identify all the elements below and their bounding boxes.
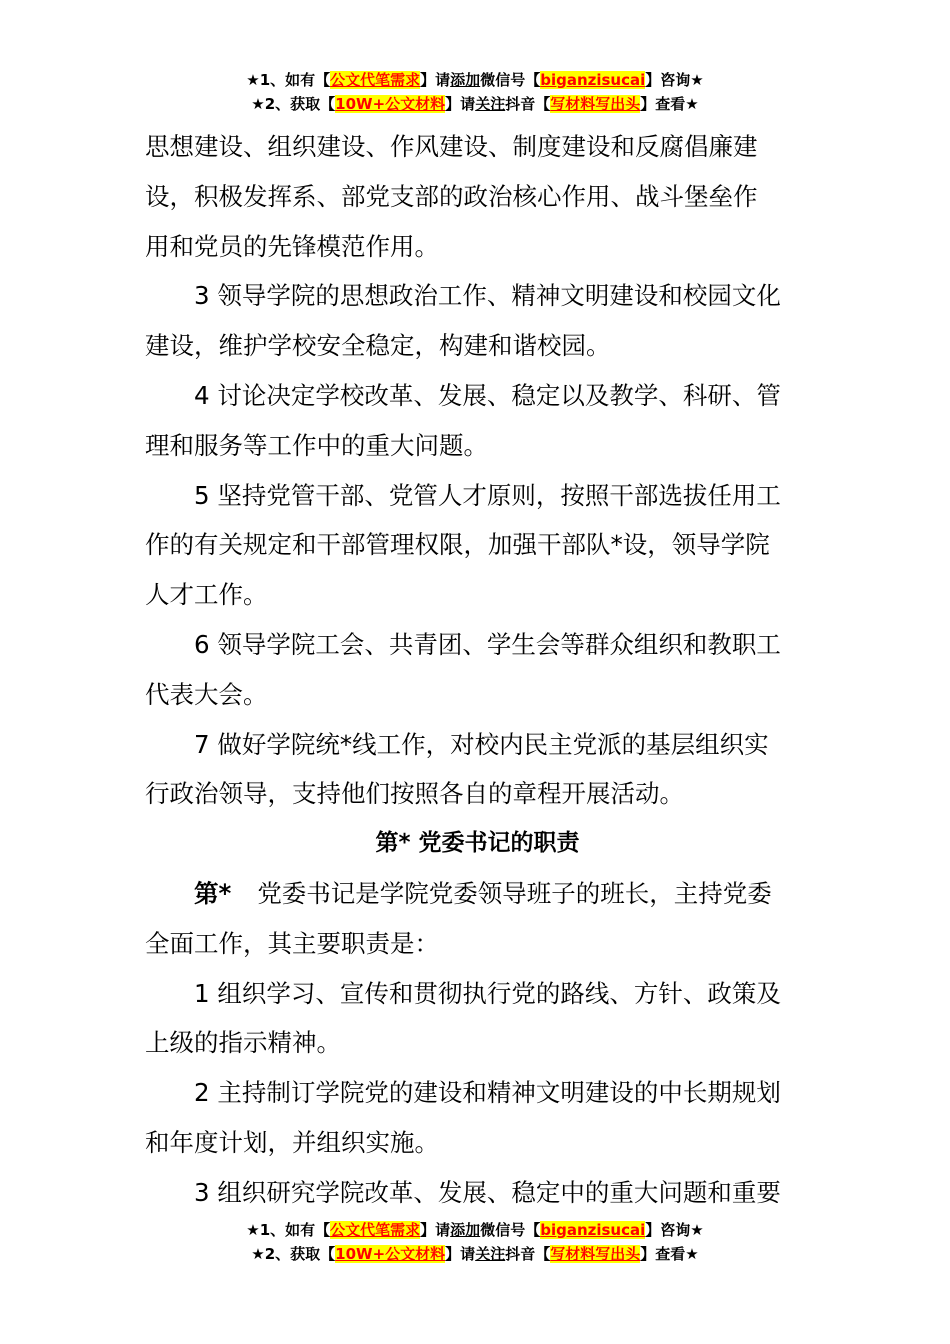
banner-text: 】请 bbox=[420, 1221, 451, 1239]
banner-text: 】请 bbox=[420, 71, 451, 89]
banner-text: 】咨询 bbox=[645, 71, 691, 89]
star-icon: ★ bbox=[251, 95, 265, 113]
banner-line-2 bbox=[0, 1242, 950, 1266]
body-line: 4 讨论决定学校改革、发展、稳定以及教学、科研、管 bbox=[194, 380, 781, 410]
underlined-text: 关注 bbox=[475, 1245, 506, 1263]
body-line: 1 组织学习、宣传和贯彻执行党的路线、方针、政策及 bbox=[194, 978, 781, 1008]
banner-line-1 bbox=[0, 68, 950, 92]
body-line: 全面工作，其主要职责是： bbox=[145, 928, 439, 958]
star-icon: ★ bbox=[685, 95, 699, 113]
body-line: 代表大会。 bbox=[145, 679, 268, 709]
body-line: 和年度计划，并组织实施。 bbox=[145, 1127, 439, 1157]
highlight-text: biganzisucai bbox=[540, 71, 646, 89]
body-line: 3 领导学院的思想政治工作、精神文明建设和校园文化 bbox=[194, 281, 781, 311]
bottom-banner bbox=[0, 1218, 950, 1266]
highlight-text: biganzisucai bbox=[540, 1221, 646, 1239]
body-line: 建设，维护学校安全稳定，构建和谐校园。 bbox=[145, 331, 611, 361]
body-line: 5 坚持党管干部、党管人才原则，按照干部选拔任用工 bbox=[194, 480, 781, 510]
highlight-text: 公文代笔需求 bbox=[330, 1221, 421, 1239]
underlined-text: 关注 bbox=[475, 95, 506, 113]
banner-text: 抖音【 bbox=[505, 95, 551, 113]
star-icon: ★ bbox=[685, 1245, 699, 1263]
highlight-text: 10W+公文材料 bbox=[335, 95, 446, 113]
body-line: 用和党员的先锋模范作用。 bbox=[145, 231, 439, 261]
highlight-text: 10W+公文材料 bbox=[335, 1245, 446, 1263]
body-line: 设，积极发挥系、部党支部的政治核心作用、战斗堡垒作 bbox=[145, 181, 758, 211]
body-line: 2 主持制订学院党的建设和精神文明建设的中长期规划 bbox=[194, 1078, 781, 1108]
article-text: 党委书记是学院党委领导班子的班长，主持党委 bbox=[257, 878, 772, 908]
banner-text: 2、获取【 bbox=[264, 95, 336, 113]
body-line: 7 做好学院统*线工作，对校内民主党派的基层组织实 bbox=[194, 729, 769, 759]
star-icon: ★ bbox=[251, 1245, 265, 1263]
underlined-text: 添加 bbox=[450, 1221, 481, 1239]
document-body bbox=[145, 122, 810, 1218]
banner-text: 1、如有【 bbox=[259, 1221, 331, 1239]
article-label: 第* bbox=[194, 878, 232, 908]
banner-text: 微信号【 bbox=[480, 1221, 541, 1239]
highlight-text: 写材料写出头 bbox=[550, 1245, 641, 1263]
banner-text: 】请 bbox=[445, 1245, 476, 1263]
body-line: 6 领导学院工会、共青团、学生会等群众组织和教职工 bbox=[194, 629, 781, 659]
banner-line-2 bbox=[0, 92, 950, 116]
body-line: 人才工作。 bbox=[145, 580, 268, 610]
body-line: 3 组织研究学院改革、发展、稳定中的重大问题和重要 bbox=[194, 1177, 781, 1207]
banner-text: 抖音【 bbox=[505, 1245, 551, 1263]
underlined-text: 添加 bbox=[450, 71, 481, 89]
banner-line-1 bbox=[0, 1218, 950, 1242]
banner-text: 】查看 bbox=[640, 95, 686, 113]
body-line: 行政治领导，支持他们按照各自的章程开展活动。 bbox=[145, 779, 684, 809]
highlight-text: 写材料写出头 bbox=[550, 95, 641, 113]
body-line: 上级的指示精神。 bbox=[145, 1028, 341, 1058]
star-icon: ★ bbox=[690, 1221, 704, 1239]
banner-text: 】咨询 bbox=[645, 1221, 691, 1239]
star-icon: ★ bbox=[246, 71, 260, 89]
body-line: 思想建设、组织建设、作风建设、制度建设和反腐倡廉建 bbox=[145, 132, 758, 161]
banner-text: 】查看 bbox=[640, 1245, 686, 1263]
body-line: 作的有关规定和干部管理权限，加强干部队*设，领导学院 bbox=[145, 530, 770, 560]
section-heading: 第* 党委书记的职责 bbox=[375, 830, 580, 857]
top-banner bbox=[0, 68, 950, 116]
star-icon: ★ bbox=[690, 71, 704, 89]
banner-text: 2、获取【 bbox=[264, 1245, 336, 1263]
banner-text: 微信号【 bbox=[480, 71, 541, 89]
body-line: 理和服务等工作中的重大问题。 bbox=[145, 430, 488, 460]
highlight-text: 公文代笔需求 bbox=[330, 71, 421, 89]
article-line bbox=[145, 869, 810, 919]
banner-text: 1、如有【 bbox=[259, 71, 331, 89]
banner-text: 】请 bbox=[445, 95, 476, 113]
star-icon: ★ bbox=[246, 1221, 260, 1239]
